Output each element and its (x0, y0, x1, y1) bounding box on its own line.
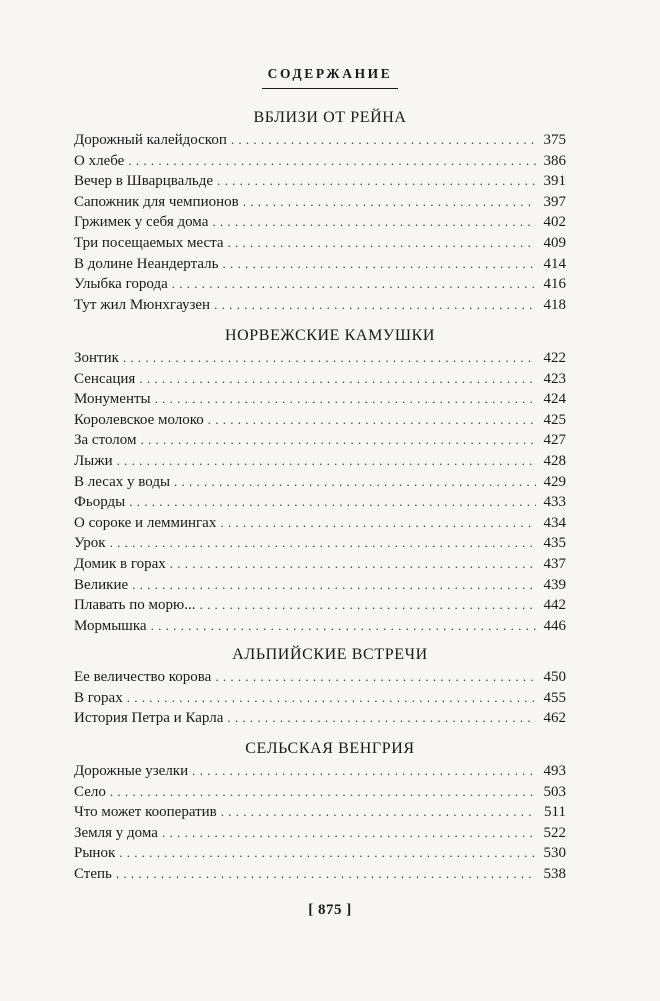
toc-entry-title: Сенсация (74, 370, 136, 387)
dot-leader (110, 533, 536, 554)
toc-entry[interactable] (74, 533, 566, 554)
toc-entry-title: Рынок (74, 845, 116, 862)
dot-leader (110, 782, 536, 803)
toc-entry[interactable] (74, 130, 566, 151)
dot-leader (231, 130, 536, 151)
dot-leader (119, 843, 536, 864)
toc-entry-title: Улыбка города (74, 276, 168, 293)
section-title: АЛЬПИЙСКИЕ ВСТРЕЧИ (232, 646, 428, 663)
dot-leader (117, 451, 536, 472)
toc-entry[interactable] (74, 843, 566, 864)
toc-entry-title: О хлебе (74, 152, 125, 169)
toc-entry-page: 511 (544, 804, 566, 821)
toc-list (74, 130, 566, 315)
toc-entry-title: Сапожник для чемпионов (74, 193, 239, 210)
toc-entry-title: История Петра и Карла (74, 710, 224, 727)
toc-entry[interactable] (74, 410, 566, 431)
toc-entry[interactable] (74, 554, 566, 575)
toc-entry-title: За столом (74, 432, 137, 449)
toc-entry[interactable] (74, 761, 566, 782)
toc-entry-page: 530 (543, 845, 566, 862)
dot-leader (123, 348, 536, 369)
dot-leader (200, 595, 536, 616)
toc-entry[interactable] (74, 212, 566, 233)
toc-entry-page: 427 (543, 432, 566, 449)
toc-entry[interactable] (74, 864, 566, 885)
toc-entry-page: 522 (543, 824, 566, 841)
toc-entry-page: 434 (543, 514, 566, 531)
toc-entry[interactable] (74, 575, 566, 596)
dot-leader (129, 492, 536, 513)
toc-entry-page: 462 (543, 710, 566, 727)
dot-leader (170, 554, 536, 575)
toc-entry-title: Монументы (74, 391, 151, 408)
page-header-title: СОДЕРЖАНИЕ (267, 66, 393, 81)
toc-entry-page: 433 (543, 494, 566, 511)
toc-entry[interactable] (74, 254, 566, 275)
dot-leader (174, 472, 536, 493)
toc-entry-title: Фьорды (74, 494, 126, 511)
toc-entry[interactable] (74, 233, 566, 254)
toc-entry[interactable] (74, 688, 566, 709)
toc-entry-page: 455 (543, 689, 566, 706)
toc-entry-title: Ее величество корова (74, 669, 212, 685)
dot-leader (139, 369, 536, 390)
toc-entry-title: Домик в горах (74, 555, 166, 572)
toc-entry[interactable] (74, 151, 566, 172)
dot-leader (132, 575, 536, 596)
dot-leader (208, 410, 536, 431)
toc-entry-title: Мормышка (74, 617, 147, 634)
toc-entry-page: 423 (543, 370, 566, 387)
dot-leader (192, 761, 536, 782)
toc-entry-page: 409 (543, 234, 566, 251)
toc-entry-title: Королевское молоко (74, 411, 204, 428)
toc-entry-page: 538 (543, 865, 566, 882)
toc-entry-title: Урок (74, 535, 106, 552)
toc-entry[interactable] (74, 389, 566, 410)
toc-entry[interactable] (74, 513, 566, 534)
toc-entry-page: 414 (543, 255, 566, 272)
toc-entry-title: Дорожный калейдоскоп (74, 132, 227, 148)
dot-leader (116, 864, 536, 885)
toc-entry-page: 425 (543, 411, 566, 428)
toc-entry-title: Зонтик (74, 350, 119, 366)
toc-entry[interactable] (74, 192, 566, 213)
toc-entry[interactable] (74, 782, 566, 803)
dot-leader (162, 823, 536, 844)
toc-entry-title: В лесах у воды (74, 473, 171, 490)
toc-entry-title: Великие (74, 576, 129, 593)
toc-entry-title: Три посещаемых места (74, 234, 224, 251)
toc-entry-page: 391 (543, 173, 566, 190)
toc-entry-title: В горах (74, 689, 123, 706)
toc-entry-title: Гржимек у себя дома (74, 214, 209, 231)
toc-list (74, 348, 566, 636)
section-title: ВБЛИЗИ ОТ РЕЙНА (253, 109, 407, 126)
toc-entry-title: Плавать по морю... (74, 597, 196, 614)
toc-entry-page: 446 (543, 617, 566, 634)
toc-entry-title: Земля у дома (74, 824, 158, 841)
dot-leader (222, 254, 536, 275)
toc-entry-title: Село (74, 783, 106, 800)
toc-entry[interactable] (74, 451, 566, 472)
toc-entry-title: О сороке и леммингах (74, 514, 217, 531)
toc-entry[interactable] (74, 595, 566, 616)
dot-leader (221, 802, 536, 823)
toc-entry-page: 422 (543, 350, 566, 366)
dot-leader (228, 233, 536, 254)
toc-list (74, 667, 566, 729)
dot-leader (215, 667, 536, 688)
toc-entry-title: Вечер в Шварцвальде (74, 173, 214, 190)
toc-list (74, 761, 566, 885)
section-title: НОРВЕЖСКИЕ КАМУШКИ (224, 327, 435, 344)
header-rule (262, 88, 398, 89)
dot-leader (172, 274, 536, 295)
toc-entry-title: Тут жил Мюнхгаузен (74, 296, 211, 313)
toc-entry-page: 397 (543, 193, 566, 210)
dot-leader (227, 708, 536, 729)
toc-entry[interactable] (74, 616, 566, 637)
toc-entry-page: 418 (543, 296, 566, 313)
toc-entry[interactable] (74, 171, 566, 192)
toc-entry-page: 416 (543, 276, 566, 293)
section-title: СЕЛЬСКАЯ ВЕНГРИЯ (245, 740, 415, 757)
toc-entry[interactable] (74, 492, 566, 513)
toc-entry-title: Что может кооператив (74, 804, 217, 821)
toc-entry[interactable] (74, 348, 566, 369)
toc-entry-page: 439 (543, 576, 566, 593)
dot-leader (243, 192, 536, 213)
toc-entry-page: 442 (543, 597, 566, 614)
toc-entry[interactable] (74, 369, 566, 390)
page-number: [ 875 ] (308, 902, 352, 918)
dot-leader (155, 389, 536, 410)
toc-entry-page: 503 (543, 783, 566, 800)
toc-entry[interactable] (74, 708, 566, 729)
toc-entry-page: 402 (543, 214, 566, 231)
toc-entry-title: Дорожные узелки (74, 763, 189, 779)
toc-entry-title: Лыжи (74, 452, 113, 469)
toc-entry-page: 450 (543, 669, 566, 685)
toc-entry-page: 435 (543, 535, 566, 552)
toc-entry[interactable] (74, 472, 566, 493)
dot-leader (212, 212, 536, 233)
toc-entry[interactable] (74, 802, 566, 823)
dot-leader (140, 430, 536, 451)
dot-leader (151, 616, 536, 637)
toc-entry-page: 428 (543, 452, 566, 469)
toc-entry-title: Степь (74, 865, 112, 882)
dot-leader (214, 295, 536, 316)
toc-entry[interactable] (74, 430, 566, 451)
dot-leader (128, 151, 536, 172)
toc-entry-page: 493 (543, 763, 566, 779)
toc-entry[interactable] (74, 823, 566, 844)
toc-entry[interactable] (74, 667, 566, 688)
toc-entry-page: 375 (543, 132, 566, 148)
dot-leader (127, 688, 536, 709)
dot-leader (217, 171, 536, 192)
toc-entry-page: 386 (543, 152, 566, 169)
toc-entry[interactable] (74, 295, 566, 316)
toc-entry-page: 437 (543, 555, 566, 572)
toc-entry-page: 429 (543, 473, 566, 490)
dot-leader (220, 513, 536, 534)
toc-entry[interactable] (74, 274, 566, 295)
toc-entry-title: В долине Неандерталь (74, 255, 219, 272)
toc-entry-page: 424 (543, 391, 566, 408)
